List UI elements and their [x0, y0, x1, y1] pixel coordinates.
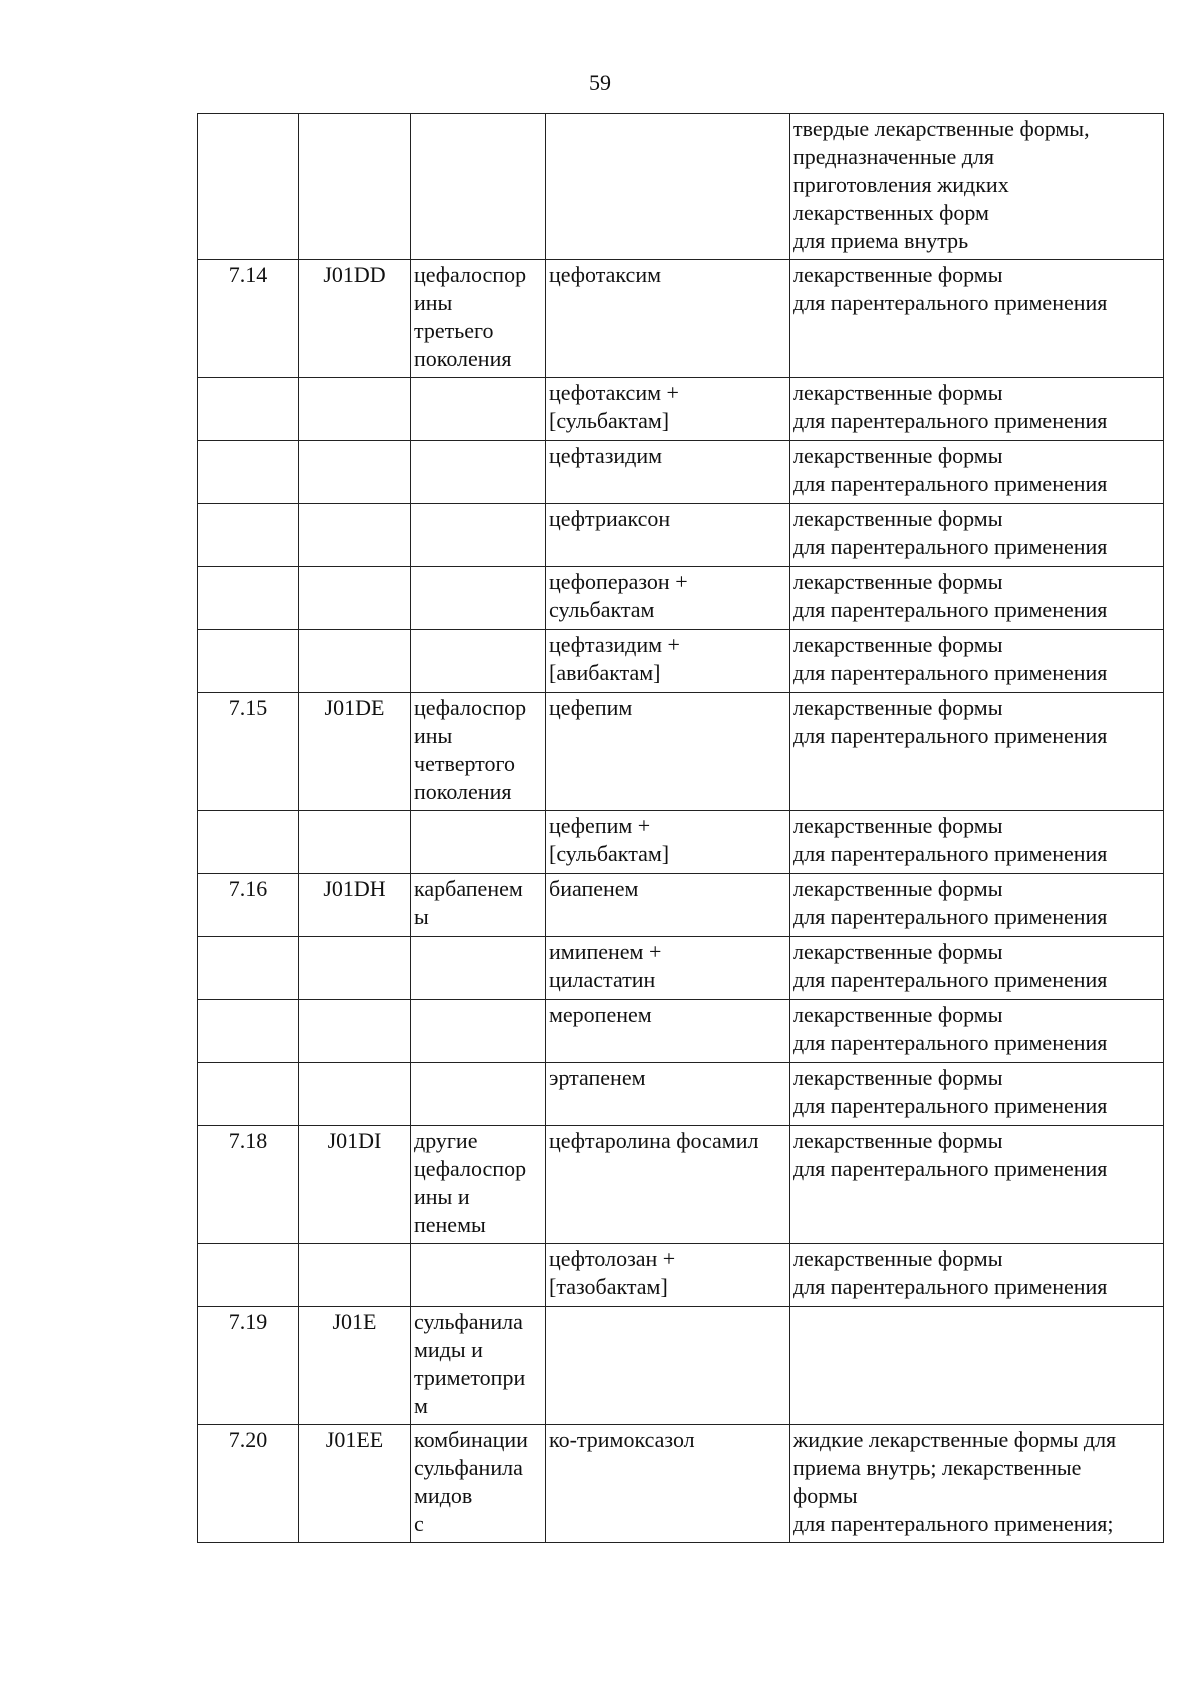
group-name-cell	[411, 630, 546, 693]
group-name-cell	[411, 441, 546, 504]
table-row	[198, 1063, 1164, 1126]
row-number-cell	[198, 1244, 299, 1307]
dosage-forms-cell: лекарственные формы для парентерального применения	[790, 630, 1164, 693]
drug-name-cell: цефотаксим + [сульбактам]	[546, 378, 790, 441]
group-name-cell: цефалоспор ины четвертого поколения	[411, 693, 546, 811]
dosage-forms-cell	[790, 1307, 1164, 1425]
drug-name-cell: цефтриаксон	[546, 504, 790, 567]
group-name-cell	[411, 504, 546, 567]
atc-code-cell	[299, 114, 411, 260]
dosage-forms-cell: лекарственные формы для парентерального применения	[790, 567, 1164, 630]
row-number-cell	[198, 114, 299, 260]
atc-code-cell	[299, 1244, 411, 1307]
row-number-cell	[198, 567, 299, 630]
page-number: 59	[589, 70, 611, 95]
row-number-cell	[198, 1063, 299, 1126]
dosage-forms-cell: лекарственные формы для парентерального применения	[790, 260, 1164, 378]
atc-code-cell: J01E	[299, 1307, 411, 1425]
drug-name-cell: цефтазидим + [авибактам]	[546, 630, 790, 693]
table-row	[198, 937, 1164, 1000]
dosage-forms-cell: лекарственные формы для парентерального применения	[790, 504, 1164, 567]
atc-code-cell: J01DH	[299, 874, 411, 937]
table-row	[198, 1126, 1164, 1244]
group-name-cell	[411, 378, 546, 441]
atc-code-cell: J01EE	[299, 1425, 411, 1543]
dosage-forms-cell: лекарственные формы для парентерального применения	[790, 1126, 1164, 1244]
table-row	[198, 114, 1164, 260]
dosage-forms-cell: лекарственные формы для парентерального применения	[790, 693, 1164, 811]
atc-code-cell	[299, 1000, 411, 1063]
atc-code-cell	[299, 378, 411, 441]
drug-name-cell: ко-тримоксазол	[546, 1425, 790, 1543]
drug-name-cell: цефепим	[546, 693, 790, 811]
dosage-forms-cell: лекарственные формы для парентерального применения	[790, 1063, 1164, 1126]
drug-name-cell: биапенем	[546, 874, 790, 937]
drug-name-cell: цефтолозан + [тазобактам]	[546, 1244, 790, 1307]
dosage-forms-cell: лекарственные формы для парентерального применения	[790, 811, 1164, 874]
drug-name-cell	[546, 1307, 790, 1425]
table-row	[198, 567, 1164, 630]
table-row	[198, 378, 1164, 441]
atc-code-cell	[299, 630, 411, 693]
drug-name-cell: эртапенем	[546, 1063, 790, 1126]
atc-code-cell	[299, 811, 411, 874]
atc-code-cell: J01DI	[299, 1126, 411, 1244]
drug-name-cell: цефоперазон + сульбактам	[546, 567, 790, 630]
dosage-forms-cell: лекарственные формы для парентерального применения	[790, 937, 1164, 1000]
row-number-cell	[198, 441, 299, 504]
table-row	[198, 1425, 1164, 1543]
dosage-forms-cell: твердые лекарственные формы, предназначенные для приготовления жидких лекарственных форм для приема внутрь	[790, 114, 1164, 260]
atc-code-cell	[299, 567, 411, 630]
atc-code-cell	[299, 504, 411, 567]
row-number-cell: 7.19	[198, 1307, 299, 1425]
table-row	[198, 811, 1164, 874]
group-name-cell	[411, 811, 546, 874]
atc-code-cell: J01DE	[299, 693, 411, 811]
drug-name-cell: меропенем	[546, 1000, 790, 1063]
atc-code-cell	[299, 1063, 411, 1126]
group-name-cell: карбапенем ы	[411, 874, 546, 937]
group-name-cell: цефалоспор ины третьего поколения	[411, 260, 546, 378]
row-number-cell	[198, 378, 299, 441]
row-number-cell: 7.20	[198, 1425, 299, 1543]
drug-name-cell: цефтазидим	[546, 441, 790, 504]
drug-name-cell	[546, 114, 790, 260]
table-row	[198, 1000, 1164, 1063]
dosage-forms-cell: лекарственные формы для парентерального применения	[790, 874, 1164, 937]
atc-code-cell	[299, 937, 411, 1000]
table-row	[198, 260, 1164, 378]
row-number-cell	[198, 811, 299, 874]
group-name-cell: сульфанила миды и триметопри м	[411, 1307, 546, 1425]
drug-name-cell: имипенем + циластатин	[546, 937, 790, 1000]
table-row	[198, 630, 1164, 693]
group-name-cell	[411, 1244, 546, 1307]
row-number-cell	[198, 630, 299, 693]
drug-name-cell: цефепим + [сульбактам]	[546, 811, 790, 874]
dosage-forms-cell: лекарственные формы для парентерального применения	[790, 378, 1164, 441]
table-row	[198, 1244, 1164, 1307]
drug-name-cell: цефтаролина фосамил	[546, 1126, 790, 1244]
group-name-cell	[411, 567, 546, 630]
group-name-cell: комбинации сульфанила мидов с	[411, 1425, 546, 1543]
table-row	[198, 504, 1164, 567]
row-number-cell	[198, 937, 299, 1000]
dosage-forms-cell: лекарственные формы для парентерального применения	[790, 1244, 1164, 1307]
group-name-cell	[411, 1000, 546, 1063]
row-number-cell: 7.15	[198, 693, 299, 811]
table-body	[198, 114, 1164, 1543]
atc-code-cell	[299, 441, 411, 504]
dosage-forms-cell: лекарственные формы для парентерального применения	[790, 1000, 1164, 1063]
group-name-cell	[411, 1063, 546, 1126]
table-row	[198, 874, 1164, 937]
row-number-cell: 7.14	[198, 260, 299, 378]
row-number-cell: 7.18	[198, 1126, 299, 1244]
table-row	[198, 441, 1164, 504]
table-row	[198, 693, 1164, 811]
row-number-cell	[198, 504, 299, 567]
atc-code-cell: J01DD	[299, 260, 411, 378]
medicines-table	[197, 113, 1164, 1543]
row-number-cell: 7.16	[198, 874, 299, 937]
row-number-cell	[198, 1000, 299, 1063]
dosage-forms-cell: лекарственные формы для парентерального применения	[790, 441, 1164, 504]
group-name-cell	[411, 937, 546, 1000]
group-name-cell	[411, 114, 546, 260]
group-name-cell: другие цефалоспор ины и пенемы	[411, 1126, 546, 1244]
dosage-forms-cell: жидкие лекарственные формы для приема внутрь; лекарственные формы для парентерального применения;	[790, 1425, 1164, 1543]
table-row	[198, 1307, 1164, 1425]
drug-name-cell: цефотаксим	[546, 260, 790, 378]
